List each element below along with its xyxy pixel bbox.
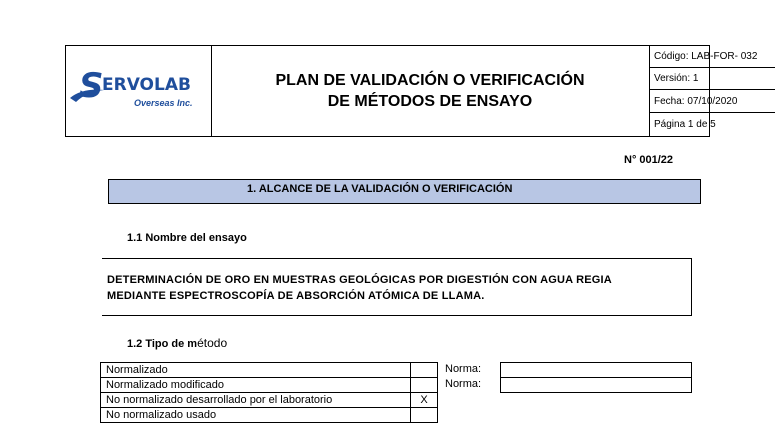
method-type-checkbox[interactable] bbox=[411, 363, 438, 378]
codigo-field: Código: LAB-FOR- 032 bbox=[650, 46, 775, 68]
method-type-label: Normalizado modificado bbox=[101, 378, 411, 393]
logo-s-letter: S bbox=[79, 66, 103, 106]
fecha-field: Fecha: 07/10/2020 bbox=[650, 91, 775, 113]
document-title bbox=[211, 46, 650, 136]
subsection-1-1-title: 1.1 Nombre del ensayo bbox=[127, 232, 247, 244]
table-row bbox=[101, 363, 438, 378]
method-type-checkbox[interactable]: X bbox=[411, 393, 438, 408]
norma-input-2[interactable] bbox=[500, 377, 692, 393]
table-row bbox=[101, 408, 438, 423]
version-field: Versión: 1 bbox=[650, 68, 775, 90]
method-type-label: Normalizado bbox=[101, 363, 411, 378]
method-type-label: No normalizado desarrollado por el laboratorio bbox=[101, 393, 411, 408]
table-row bbox=[101, 393, 438, 408]
pagina-field: Página 1 de 5 bbox=[654, 119, 716, 130]
title-line-1: PLAN DE VALIDACIÓN O VERIFICACIÓN bbox=[275, 72, 585, 89]
table-row bbox=[101, 378, 438, 393]
assay-name-line-2: MEDIANTE ESPECTROSCOPÍA DE ABSORCIÓN ATÓMICA DE LLAMA. bbox=[107, 290, 485, 302]
method-type-table bbox=[100, 362, 438, 423]
method-type-checkbox[interactable] bbox=[411, 408, 438, 423]
logo-cell bbox=[66, 46, 212, 136]
logo-wordmark: ERVOLAB bbox=[102, 75, 191, 95]
section-1-title: 1. ALCANCE DE LA VALIDACIÓN O VERIFICACIÓN bbox=[108, 179, 701, 204]
document-header bbox=[65, 45, 758, 137]
logo-subtext: Overseas Inc. bbox=[134, 98, 193, 108]
norma-input-1[interactable] bbox=[500, 362, 692, 378]
subsection-1-2-title-bold: 1.2 Tipo de m bbox=[127, 338, 198, 350]
document-number: N° 001/22 bbox=[624, 154, 674, 166]
assay-name-line-1: DETERMINACIÓN DE ORO EN MUESTRAS GEOLÓGICAS POR DIGESTIÓN CON AGUA REGIA bbox=[107, 274, 612, 286]
subsection-1-2-title bbox=[127, 336, 227, 350]
assay-name-box bbox=[102, 258, 692, 316]
method-type-checkbox[interactable] bbox=[411, 378, 438, 393]
title-line-2: DE MÉTODOS DE ENSAYO bbox=[327, 93, 533, 110]
norma-label-2: Norma: bbox=[445, 378, 482, 390]
method-type-label: No normalizado usado bbox=[101, 408, 411, 423]
subsection-1-2-title-rest: étodo bbox=[197, 336, 228, 350]
norma-label-1: Norma: bbox=[445, 363, 482, 375]
